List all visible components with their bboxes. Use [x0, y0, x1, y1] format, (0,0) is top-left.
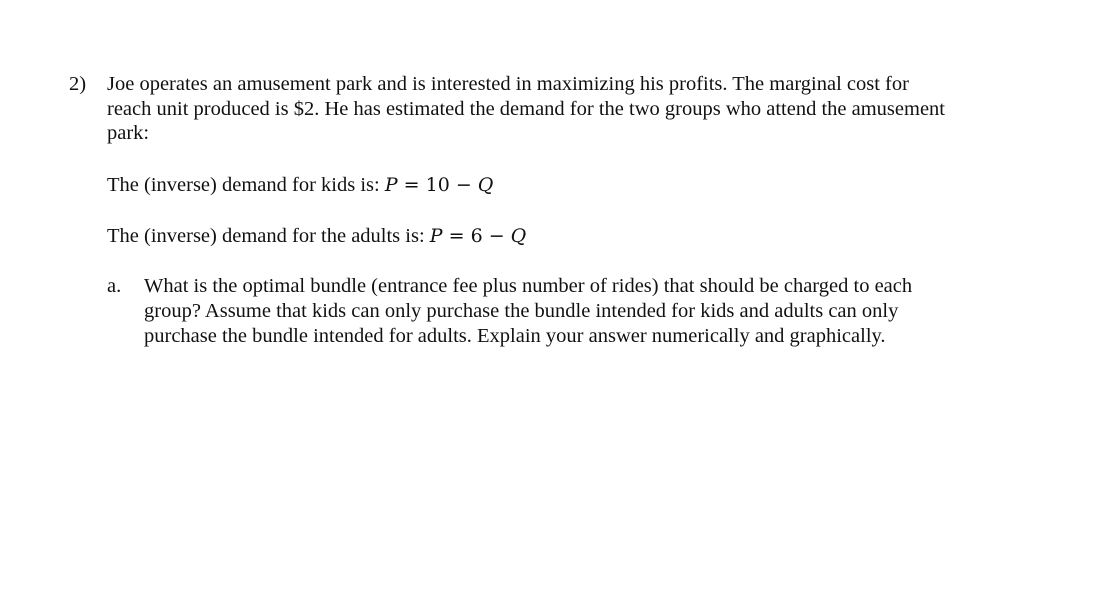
equals-sign: =	[397, 174, 426, 196]
minus-sign: −	[449, 174, 478, 196]
adults-demand-equation	[107, 224, 526, 248]
kids-demand-equation	[107, 173, 493, 197]
part-a-letter: a.	[107, 275, 122, 297]
kids-intercept: 10	[425, 174, 450, 196]
part-a-question	[144, 274, 912, 349]
kids-demand-label: The (inverse) demand for kids is:	[107, 174, 385, 196]
price-variable: P	[384, 174, 398, 196]
problem-intro	[107, 72, 1027, 146]
intro-line-2: reach unit produced is $2. He has estimated the demand for the two groups who attend the amusement	[107, 97, 945, 120]
part-a-line-1: What is the optimal bundle (entrance fee plus number of rides) that should be charged to each	[144, 275, 913, 297]
minus-sign: −	[482, 225, 511, 247]
quantity-variable: Q	[510, 225, 527, 247]
problem-number: 2)	[69, 73, 87, 95]
part-a-line-3: purchase the bundle intended for adults. Explain your answer numerically and graphically.	[144, 325, 886, 347]
kids-demand-formula	[385, 174, 494, 196]
intro-line-3: park:	[107, 122, 150, 144]
intro-line-1: Joe operates an amusement park and is interested in maximizing his profits. The marginal cost for	[107, 73, 909, 95]
part-a-line-2: group? Assume that kids can only purchase the bundle intended for kids and adults can only	[144, 300, 899, 322]
adults-demand-formula	[430, 225, 526, 247]
equals-sign: =	[442, 225, 471, 247]
adults-demand-label: The (inverse) demand for the adults is:	[107, 225, 430, 247]
adults-intercept: 6	[470, 225, 483, 247]
price-variable: P	[429, 225, 443, 247]
quantity-variable: Q	[477, 174, 494, 196]
